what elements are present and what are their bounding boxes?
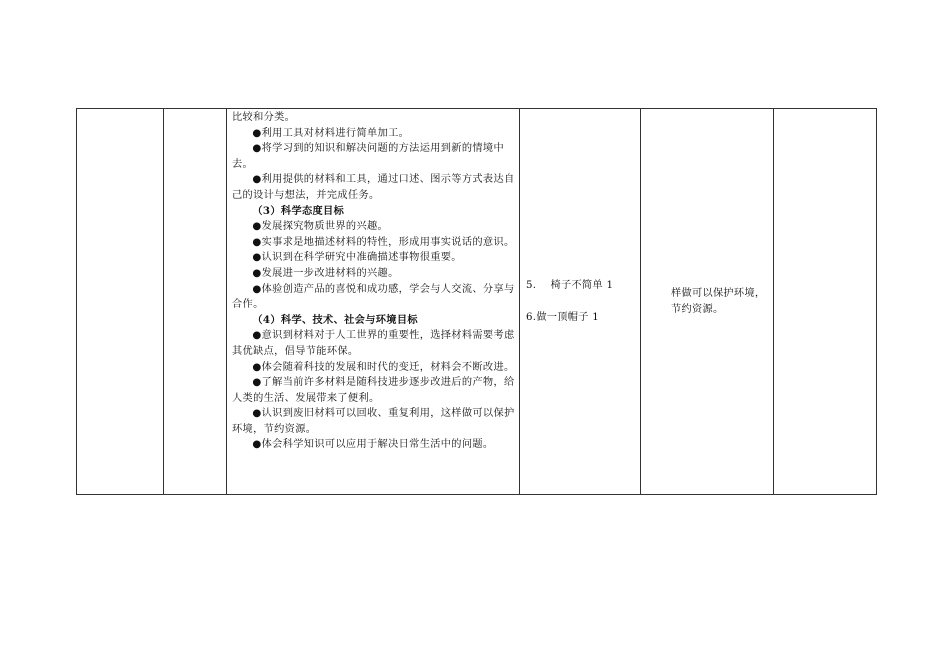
objective-line: ●认识到在科学研究中准确描述事物很重要。 [252,252,462,264]
curriculum-table [76,108,877,495]
table-cell-empty-6 [774,109,877,495]
objective-line: ●将学习到的知识和解决问题的方法运用到新的情境中去。 [232,143,504,170]
table-cell-empty-2 [164,109,227,495]
objective-line: ●发展进一步改进材料的兴趣。 [252,267,399,279]
notes-cell [641,109,774,495]
objective-line: ●体会科学知识可以应用于解决日常生活中的问题。 [252,439,494,451]
section-heading: （4）科学、技术、社会与环境目标 [252,313,418,326]
note-line: 样做可以保护环境， [671,287,766,299]
note-line: 节约资源。 [671,303,724,315]
lesson-item: 6.做一顶帽子 1 [526,311,600,323]
objective-line: ●体验创造产品的喜悦和成功感，学会与人交流、分享与合作。 [232,283,515,311]
table-row [77,109,877,495]
objectives-cell [227,109,520,495]
objective-line: ●利用提供的材料和工具，通过口述、图示等方式表达自己的设计与想法，并完成任务。 [232,174,515,201]
objective-line: ●发展探究物质世界的兴趣。 [252,221,389,233]
objective-line: ●实事求是地描述材料的特性，形成用事实说话的意识。 [252,236,515,248]
lesson-item: 5. 椅子不简单 1 [526,279,614,291]
lessons-list [520,278,613,325]
table-cell-empty-1 [77,109,164,495]
objective-line: ●了解当前许多材料是随科技进步逐步改进后的产物，给人类的生活、发展带来了便利。 [232,377,515,404]
notes-wrapper [641,109,773,494]
lessons-cell [520,109,641,495]
objective-line: 比较和分类。 [232,112,296,123]
objective-line: ●认识到废旧材料可以回收、重复利用，这样做可以保护环境，节约资源。 [232,408,515,435]
objective-line: ●意识到材料对于人工世界的重要性，选择材料需要考虑其优缺点，倡导节能环保。 [232,330,515,357]
objective-line: ●利用工具对材料进行简单加工。 [252,127,410,139]
objective-line: ●体会随着科技的发展和时代的变迁，材料会不断改进。 [252,361,515,373]
lessons-wrapper [520,109,640,494]
objectives-content [227,109,519,453]
notes-text [641,286,771,317]
section-heading: （3）科学态度目标 [252,204,345,217]
spacer [526,294,613,310]
